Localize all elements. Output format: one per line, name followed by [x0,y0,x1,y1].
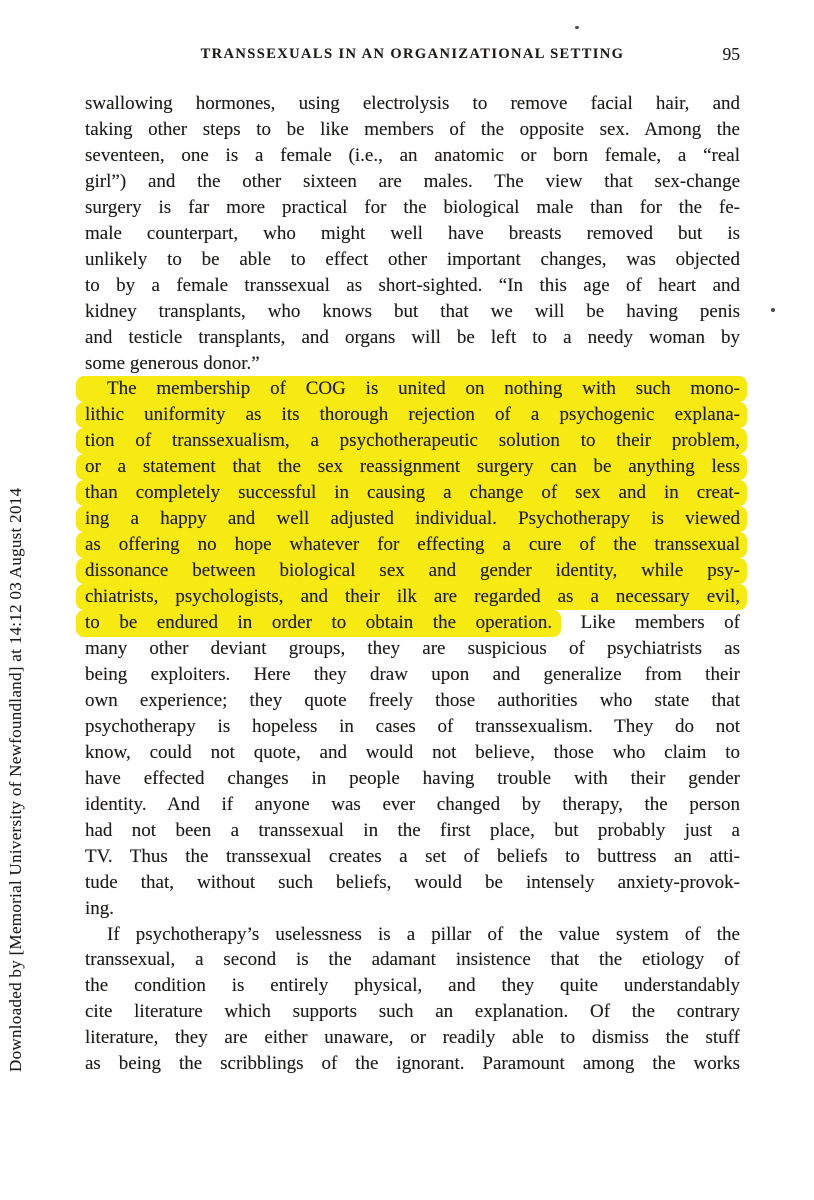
text-line: own experience; they quote freely those authorities who state that [85,689,740,711]
scan-speck [771,308,775,312]
text-line: to by a female transsexual as short-sighted. “In this age of heart and [85,274,740,296]
text-line: TV. Thus the transsexual creates a set of beliefs to buttress an atti- [85,845,740,867]
text-line: chiatrists, psychologists, and their ilk are regarded as a necessary evil, [76,584,747,610]
text-line: have effected changes in people having trouble with their gender [85,767,740,789]
text-line: surgery is far more practical for the biological male than for the fe- [85,196,740,218]
text-line: or a statement that the sex reassignment surgery can be anything less [76,454,747,480]
text-line: to be endured in order to obtain the operation. Like members of [85,610,740,636]
text-line: psychotherapy is hopeless in cases of transsexualism. They do not [85,715,740,737]
text-line: as being the scribblings of the ignorant. Paramount among the works [85,1053,740,1075]
text-line: dissonance between biological sex and gender identity, while psy- [76,558,747,584]
text-line: know, could not quote, and would not believe, those who claim to [85,741,740,763]
text-line: and testicle transplants, and organs will be left to a needy woman by [85,326,740,348]
text-line: girl”) and the other sixteen are males. The view that sex-change [85,170,740,192]
text-line: lithic uniformity as its thorough rejection of a psychogenic explana- [76,402,747,428]
text-line: being exploiters. Here they draw upon and generalize from their [85,663,740,685]
text-line: literature, they are either unaware, or readily able to dismiss the stuff [85,1027,740,1049]
text-line: identity. And if anyone was ever changed by therapy, the person [85,793,740,815]
text-line: If psychotherapy’s uselessness is a pillar of the value system of the [107,923,740,945]
running-title: TRANSSEXUALS IN AN ORGANIZATIONAL SETTING [200,46,625,62]
page-header [85,46,740,68]
text-line: cite literature which supports such an explanation. Of the contrary [85,1001,740,1023]
text-line: male counterpart, who might well have breasts removed but is [85,222,740,244]
text-line: many other deviant groups, they are suspicious of psychiatrists as [85,638,740,660]
page-number: 95 [722,44,740,64]
text-line: than completely successful in causing a change of sex and in creat- [76,480,747,506]
text-line: some generous donor.” [85,352,260,374]
text-line: as offering no hope whatever for effecting a cure of the transsexual [76,532,747,558]
text-line: had not been a transsexual in the first place, but probably just a [85,819,740,841]
text-line: unlikely to be able to effect other important changes, was objected [85,248,740,270]
text-line: tion of transsexualism, a psychotherapeutic solution to their problem, [76,428,747,454]
text-line: ing a happy and well adjusted individual. Psychotherapy is viewed [76,506,747,532]
text-line: tude that, without such beliefs, would be intensely anxiety-provok- [85,871,740,893]
text-line: The membership of COG is united on nothing with such mono- [76,376,747,402]
page-body [85,91,740,1077]
highlighted-text-end: to be endured in order to obtain the operation. [76,610,561,637]
scan-speck [575,26,579,29]
text-line: seventeen, one is a female (i.e., an anatomic or born female, a “real [85,144,740,166]
text-line: the condition is entirely physical, and they quite understandably [85,975,740,997]
text-line: transsexual, a second is the adamant insistence that the etiology of [85,949,740,971]
text-line: taking other steps to be like members of the opposite sex. Among the [85,118,740,140]
text-line: ing. [85,897,115,919]
download-watermark: Downloaded by [Memorial University of Newfoundland] at 14:12 03 August 2014 [6,487,25,1072]
text-line: swallowing hormones, using electrolysis to remove facial hair, and [85,93,740,114]
text-line: kidney transplants, who knows but that we will be having penis [85,300,740,322]
